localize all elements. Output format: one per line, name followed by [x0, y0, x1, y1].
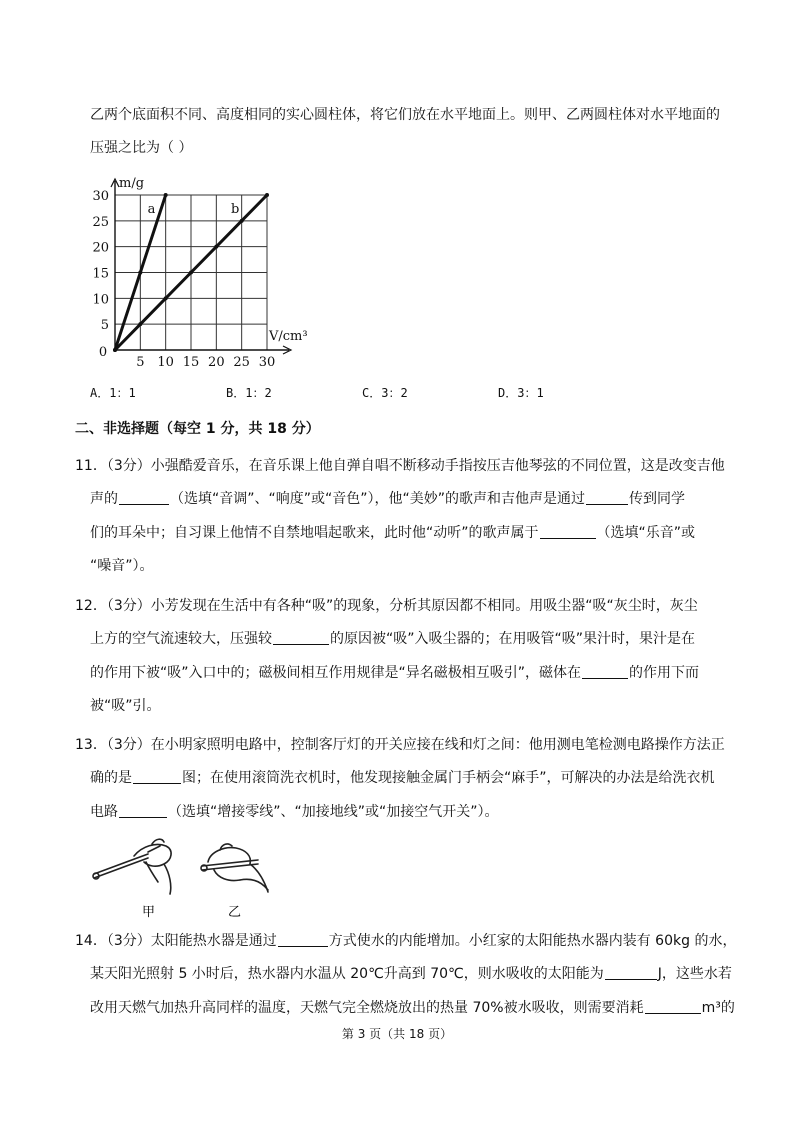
- y-tick-label: 5: [100, 318, 109, 334]
- q14-text-f: m³的: [701, 1000, 735, 1016]
- series-point-b: [240, 219, 244, 223]
- q11-text-b: （选填“音调”、“响度”或“音色”），他“美妙”的歌声和吉他声是通过: [170, 491, 586, 507]
- q14-blank-1[interactable]: [278, 932, 328, 947]
- q10-line1: 乙两个底面积不同、高度相同的实心圆柱体，将它们放在水平地面上。则甲、乙两圆柱体对水平地面的: [90, 107, 720, 123]
- q11-text-e: （选填“乐音”或: [596, 525, 696, 541]
- test-pen-figure: [90, 830, 290, 922]
- q13-line2: [90, 768, 715, 788]
- q14-text-c: 某天阳光照射 5 小时后，热水器内水温从 20℃升高到 70℃，则水吸收的太阳能为: [90, 966, 604, 982]
- q12-text-a: 上方的空气流速较大，压强较: [90, 631, 272, 647]
- y-tick-label: 10: [92, 292, 109, 308]
- q12-text-c: 的作用下被“吸”入口中的；磁极间相互作用规律是“异名磁极相互吸引”，磁体在: [90, 665, 582, 681]
- series-point-b: [265, 193, 269, 197]
- q11-line2: [90, 489, 685, 509]
- page-footer: 第 3 页（共 18 页）: [341, 1027, 453, 1041]
- q14-text-d: J，这些水若: [657, 966, 732, 982]
- fig-label-yi: 乙: [228, 905, 242, 920]
- q14-line2: [90, 964, 732, 984]
- series-label-b: b: [231, 202, 240, 217]
- mass-volume-chart: [92, 172, 325, 372]
- q11-blank-2[interactable]: [586, 490, 628, 505]
- section-heading: 二、非选择题（每空 1 分，共 18 分）: [75, 421, 320, 437]
- q13-text-b: 图；在使用滚筒洗衣机时，他发现接触金属门手柄会“麻手”，可解决的办法是给洗衣机: [182, 770, 715, 786]
- q11-line3: [90, 523, 695, 543]
- option-a[interactable]: A．1：1: [90, 386, 136, 400]
- option-d[interactable]: D．3：1: [498, 386, 544, 400]
- y-axis-label: m/g: [119, 176, 145, 191]
- q13-text-d: （选填“增接零线”、“加接地线”或“加接空气开关”）。: [168, 804, 499, 820]
- q14-text-b: 方式使水的内能增加。小红家的太阳能热水器内装有 60kg 的水，: [328, 933, 737, 949]
- q13-blank-2[interactable]: [119, 803, 167, 818]
- fig-label-jia: 甲: [142, 905, 156, 920]
- x-tick-label: 15: [182, 355, 200, 370]
- q11-blank-1[interactable]: [119, 490, 169, 505]
- hand-jia-drawing: [93, 839, 171, 894]
- q14-text-e: 改用天燃气加热升高同样的温度，天燃气完全燃烧放出的热量 70%被水吸收，则需要消耗: [90, 1000, 644, 1016]
- q14-line1: [75, 931, 736, 951]
- series-point-b: [138, 322, 142, 326]
- q13-line3: [90, 802, 499, 822]
- option-b[interactable]: B．1：2: [226, 386, 272, 400]
- q13-line1: 13．（3分）在小明家照明电路中，控制客厅灯的开关应接在线和灯之间：他用测电笔检测电路操作方法正: [75, 737, 725, 753]
- q14-blank-2[interactable]: [605, 965, 657, 980]
- series-point-b: [164, 296, 168, 300]
- q12-line1: 12．（3分）小芳发现在生活中有各种“吸”的现象，分析其原因都不相同。用吸尘器“吸“灰尘时，灰尘: [75, 598, 698, 614]
- q14-blank-3[interactable]: [645, 999, 701, 1014]
- q12-line4: 被“吸”引。: [90, 698, 161, 714]
- series-point-a: [164, 193, 168, 197]
- q12-blank-1[interactable]: [273, 630, 329, 645]
- series-label-a: a: [147, 202, 156, 217]
- q12-line3: [90, 663, 699, 683]
- q11-text-c: 传到同学: [629, 491, 686, 507]
- x-axis-label: V/cm³: [269, 329, 308, 344]
- q12-line2: [90, 629, 695, 649]
- y-tick-label: 30: [92, 189, 109, 204]
- q11-text-d: 们的耳朵中；自习课上他情不自禁地唱起歌来，此时他“动听”的歌声属于: [90, 525, 539, 541]
- q14-line3: [90, 998, 735, 1018]
- q11-line4: “噪音”）。: [90, 558, 154, 574]
- x-tick-label: 30: [258, 355, 276, 370]
- option-c[interactable]: C．3：2: [362, 386, 408, 400]
- x-tick-label: 10: [157, 355, 174, 370]
- q10-line2: 压强之比为（ ）: [90, 140, 193, 156]
- y-tick-label: 20: [92, 240, 109, 256]
- y-tick-label: 15: [92, 266, 109, 282]
- x-tick-label: 20: [208, 355, 225, 370]
- series-point-b: [189, 271, 193, 275]
- q14-text-a: 14．（3分）太阳能热水器是通过: [75, 933, 277, 949]
- q12-blank-2[interactable]: [582, 664, 628, 679]
- q11-blank-3[interactable]: [540, 524, 596, 539]
- series-point-b: [113, 348, 117, 352]
- series-point-b: [214, 245, 218, 249]
- q11-line1: 11．（3分）小强酷爱音乐，在音乐课上他自弹自唱不断移动手指按压吉他琴弦的不同位置，这是改变吉他: [75, 458, 725, 474]
- q13-text-a: 确的是: [90, 770, 132, 786]
- x-tick-label: 5: [136, 355, 145, 370]
- q13-blank-1[interactable]: [133, 769, 181, 784]
- hand-yi-drawing: [201, 844, 268, 892]
- q12-text-b: 的原因被“吸”入吸尘器的；在用吸管“吸”果汁时，果汁是在: [330, 631, 696, 647]
- x-tick-label: 25: [233, 355, 250, 370]
- q13-text-c: 电路: [90, 804, 118, 820]
- series-point-a: [138, 271, 142, 275]
- y-tick-label: 25: [92, 214, 109, 230]
- origin-label: 0: [98, 345, 108, 360]
- q11-text-a: 声的: [90, 491, 118, 507]
- q12-text-d: 的作用下而: [629, 665, 700, 681]
